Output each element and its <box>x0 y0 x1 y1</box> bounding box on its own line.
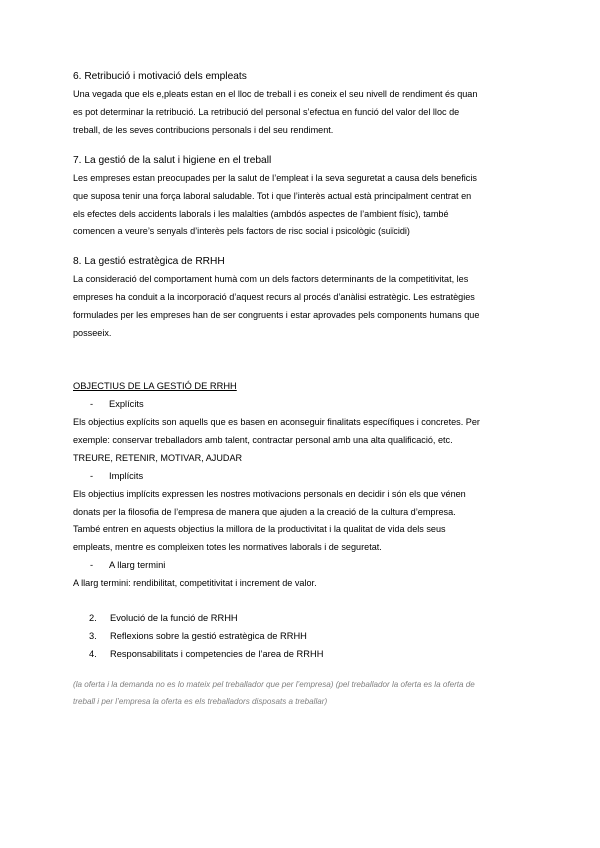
objectius-section <box>73 378 527 593</box>
paragraph-line: formulades per les empreses han de ser congruents i estar aprovades pels components humans que <box>73 310 480 321</box>
paragraph-line: Els objectius implícits expressen les nostres motivacions personals en decidir i són els que vénen <box>73 488 466 499</box>
paragraph-line: treball, de les seves contribucions personals i del seu rendiment. <box>73 124 334 135</box>
paragraph-line: exemple: conservar treballadors amb talent, contractar personal amb una alta qualificació, etc. <box>73 434 453 445</box>
list-number: 2. <box>89 613 97 624</box>
list-number: 4. <box>89 648 97 659</box>
note-line: treball i per l’empresa la oferta es els treballadors disposats a treballar) <box>73 697 328 707</box>
list-item <box>73 646 527 664</box>
section-heading: 8. La gestió estratègica de RRHH <box>73 256 225 268</box>
paragraph-line: empreses ha conduit a la incorporació d’aquest recurs al procés d’anàlisi estratègic. Les estratègies <box>73 292 475 303</box>
dash-marker: - <box>90 470 94 481</box>
bullet-llarg-termini <box>73 557 527 575</box>
paragraph-line: posseeix. <box>73 328 112 339</box>
paragraph-line: Les empreses estan preocupades per la salut de l’empleat i la seva seguretat a causa dels beneficis <box>73 172 477 183</box>
list-item <box>73 628 527 646</box>
paragraph-line: Una vegada que els e,pleats estan en el lloc de treball i es coneix el seu nivell de rendiment és quan <box>73 89 478 99</box>
dash-marker: - <box>90 560 94 571</box>
paragraph-line: empleats, mentre es compleixen totes les normatives laborals i de seguretat. <box>73 542 382 553</box>
paragraph-line: donats per la filosofia de l’empresa de manera que ajuden a la creació de la cultura d’empresa. <box>73 506 456 517</box>
bullet-label: A llarg termini <box>109 560 166 571</box>
list-item <box>73 610 527 628</box>
paragraph-line: els efectes dels accidents laborals i les malalties (ambdós aspectes de l’ambient físic), també <box>73 208 449 219</box>
bullet-label: Explícits <box>109 398 144 409</box>
paragraph-line: comencen a veure’s senyals d’interès pels factors de risc social i psicològic (suïcidi) <box>73 226 410 237</box>
list-number: 3. <box>89 631 97 642</box>
bullet-label: Implícits <box>109 470 144 481</box>
paragraph-line: es pot determinar la retribució. La retribució del personal s’efectua en funció del valor del lloc de <box>73 106 460 117</box>
section-heading: 7. La gestió de la salut i higiene en el treball <box>73 154 272 166</box>
section-6 <box>73 71 527 140</box>
dash-marker: - <box>90 398 94 409</box>
objectius-title: OBJECTIUS DE LA GESTIÓ DE RRHH <box>73 380 237 391</box>
section-7 <box>73 155 527 242</box>
list-text: Reflexions sobre la gestió estratègica de RRHH <box>110 631 307 642</box>
bullet-implicits <box>73 468 527 486</box>
bullet-explicits <box>73 396 527 414</box>
paragraph-line: També entren en aquests objectius la millora de la productivitat i la qualitat de vida dels seus <box>73 524 446 535</box>
document-page <box>73 71 527 710</box>
paragraph-line: A llarg termini: rendibilitat, competitivitat i increment de valor. <box>73 578 317 589</box>
section-heading: 6. Retribució i motivació dels empleats <box>73 71 247 82</box>
list-text: Evolució de la funció de RRHH <box>110 613 238 624</box>
note <box>73 676 527 711</box>
note-line: (la oferta i la demanda no es lo mateix pel treballador que per l’empresa) (pel treballador la oferta es la oferta de <box>73 679 475 689</box>
numbered-list <box>73 610 527 664</box>
list-text: Responsabilitats i competencies de l’area de RRHH <box>110 648 324 659</box>
paragraph-line: Els objectius explícits son aquells que es basen en aconseguir finalitats específiques i concretes. Per <box>73 416 480 427</box>
paragraph-line: que suposa tenir una força laboral saludable. Tot i que l’interès actual està principalment centrat en <box>73 190 472 201</box>
section-8 <box>73 256 527 343</box>
paragraph-line: La consideració del comportament humà com un dels factors determinants de la competitivitat, les <box>73 274 469 285</box>
paragraph-line: TREURE, RETENIR, MOTIVAR, AJUDAR <box>73 452 243 463</box>
